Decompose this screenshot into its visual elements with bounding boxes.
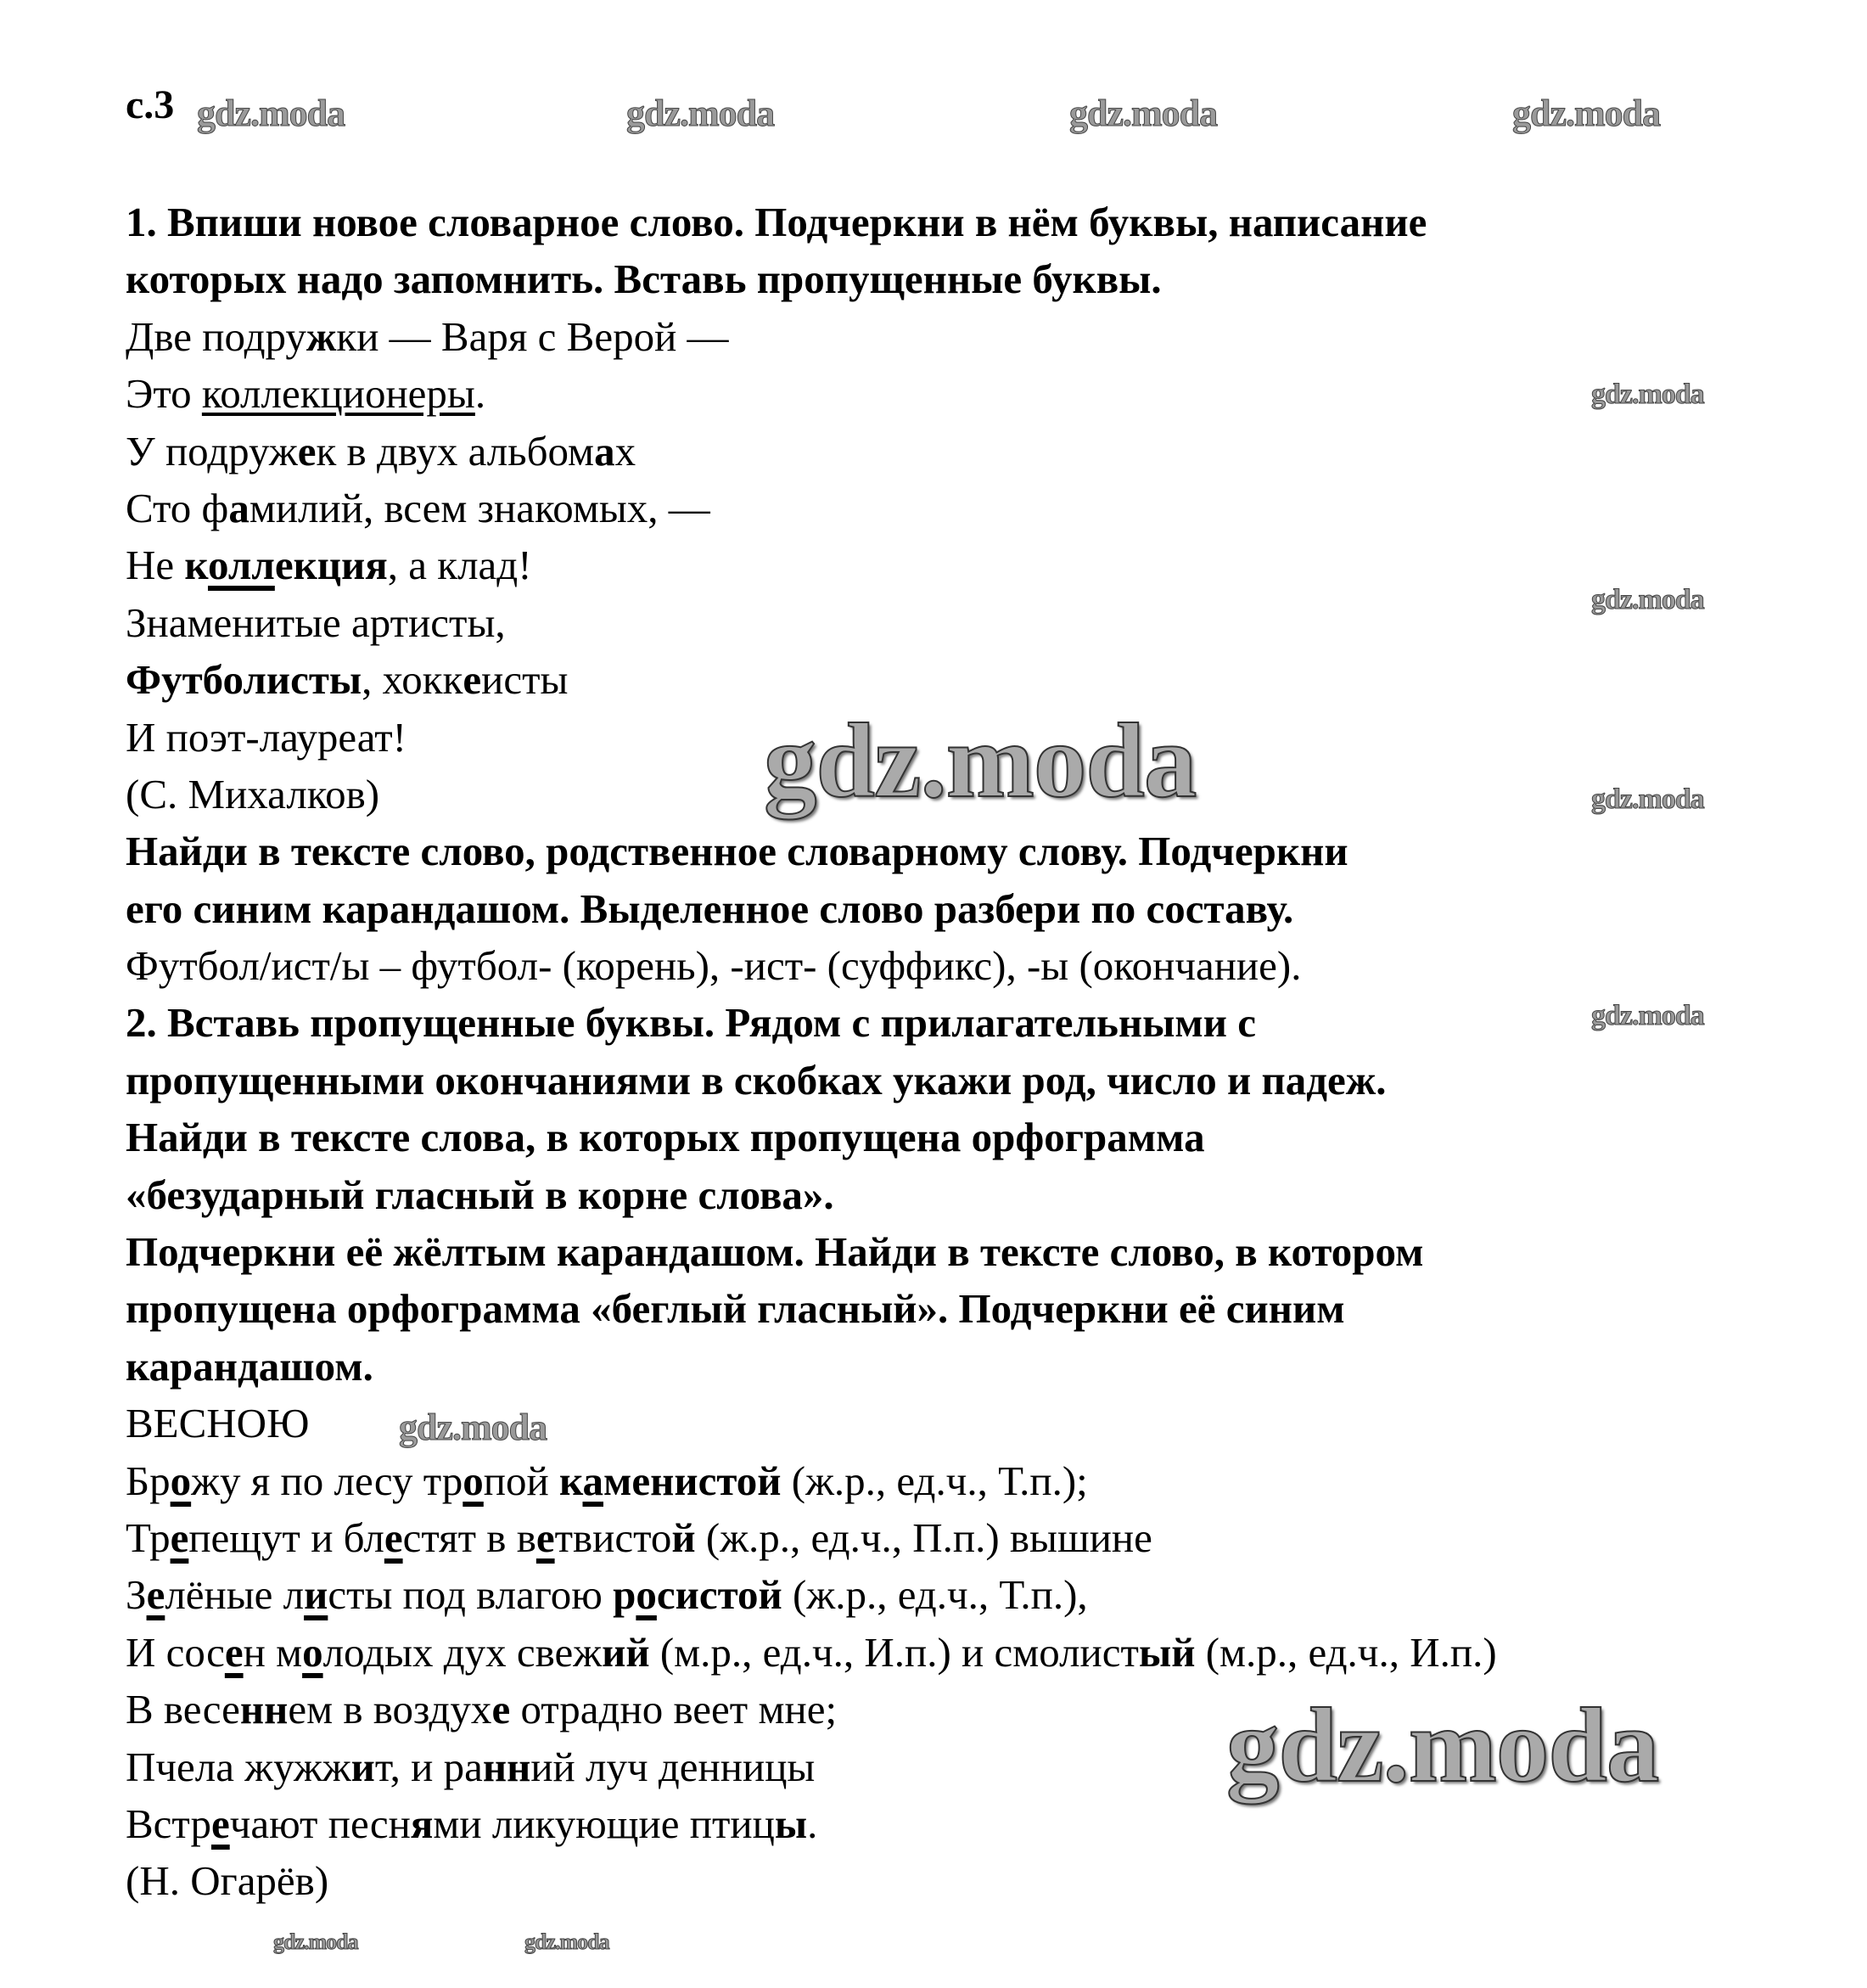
poem-line [126, 536, 1823, 593]
text-segment: чают песн [229, 1800, 411, 1847]
task-text-line [126, 1109, 1823, 1165]
text-segment: пещут и бл [188, 1513, 384, 1561]
text-segment: Две подру [126, 312, 306, 360]
bold-text: екция [274, 542, 388, 589]
text-segment: пой [483, 1457, 559, 1504]
poem-line [126, 365, 1823, 422]
bold-text: Футболисты [126, 656, 362, 704]
bold-text: Найди в тексте слово, родственное словарному слову. Подчеркни [126, 828, 1348, 875]
bold-text: 1. Впиши новое словарное слово. Подчеркни в нём буквы, написание [126, 199, 1427, 245]
task-text-line [126, 250, 1823, 307]
task-text-line [126, 1280, 1823, 1337]
text-segment: Это [126, 370, 202, 418]
watermark: gdz.moda [197, 93, 345, 134]
bold-text: 2. Вставь пропущенные буквы. Рядом с прилагательными с [126, 999, 1257, 1047]
text-segment: (м.р., ед.ч., И.п.) и смолист [649, 1628, 1139, 1676]
bold-text: «безударный гласный в корне слова». [126, 1171, 834, 1218]
underlined-text: о [170, 1457, 192, 1504]
watermark: gdz.moda [273, 1929, 358, 1954]
text-segment: ий луч денницы [530, 1743, 816, 1790]
text-segment: х [614, 427, 636, 475]
text-segment: И поэт-лауреат! [126, 713, 406, 761]
bold-text: й [671, 1513, 696, 1561]
watermark-large: gdz.moda [1226, 1688, 1659, 1805]
poem-line [126, 1452, 1823, 1509]
bold-text: нн [482, 1743, 531, 1790]
text-segment: н м [243, 1628, 303, 1676]
text-segment: милий, всем знакомых, — [249, 484, 710, 531]
bold-text: Найди в тексте слова, в которых пропущена орфограмма [126, 1114, 1205, 1161]
underlined-text: о [463, 1457, 484, 1504]
text-segment: лодых дух свеж [322, 1628, 603, 1676]
task-text-line [126, 194, 1823, 250]
underlined-text: о [636, 1571, 657, 1619]
document-body [126, 194, 1823, 1910]
text-segment: Тр [126, 1513, 171, 1561]
bold-text: р [613, 1571, 636, 1619]
text-segment: (Н. Огарёв) [126, 1857, 329, 1905]
text-segment: . [474, 370, 486, 418]
bold-text: а [228, 484, 249, 531]
underlined-text: а [582, 1457, 603, 1504]
task-text-line [126, 1052, 1823, 1109]
text-segment: (С. Михалков) [126, 770, 380, 817]
task-text-line [126, 1166, 1823, 1223]
text-segment: Сто ф [126, 484, 229, 531]
watermark: gdz.moda [1512, 93, 1661, 134]
watermark: gdz.moda [1591, 783, 1704, 815]
bold-text: к [559, 1457, 583, 1504]
task-text-line [126, 880, 1823, 937]
text-segment: отрадно веет мне; [510, 1686, 838, 1733]
bold-text: его синим карандашом. Выделенное слово разбери по составу. [126, 884, 1294, 932]
bold-text: к [184, 542, 208, 589]
text-segment: Встр [126, 1800, 211, 1847]
text-segment: Бр [126, 1457, 171, 1504]
underlined-text: е [535, 1513, 555, 1561]
text-segment: ми ликующие птиц [433, 1800, 775, 1847]
watermark: gdz.moda [1591, 584, 1704, 615]
text-segment: стят в в [402, 1513, 536, 1561]
text-segment: исты [481, 656, 569, 704]
poem-line [126, 1395, 1823, 1452]
bold-text: Подчеркни её жёлтым карандашом. Найди в тексте слово, в котором [126, 1228, 1424, 1276]
bold-text: ый [1138, 1628, 1196, 1676]
watermark: gdz.moda [626, 93, 775, 134]
text-segment: т, и ра [374, 1743, 483, 1790]
text-segment: твисто [554, 1513, 672, 1561]
text-segment: Знаменитые артисты, [126, 598, 506, 646]
task-text-line [126, 823, 1823, 879]
text-segment: , хокк [362, 656, 463, 704]
underlined-text: е [224, 1628, 244, 1676]
watermark: gdz.moda [1591, 379, 1704, 410]
poem-line [126, 1566, 1823, 1623]
poem-line [126, 651, 1823, 708]
task-text-line [126, 994, 1823, 1051]
underlined-text: е [146, 1571, 165, 1619]
underlined-text: олл [207, 542, 275, 589]
underlined-text: и [304, 1571, 328, 1619]
bold-text: ж [306, 312, 337, 360]
text-segment: (ж.р., ед.ч., Т.п.); [781, 1457, 1088, 1504]
text-segment: Футбол/ист/ы – футбол- (корень), -ист- (суффикс), -ы (окончание). [126, 942, 1302, 990]
bold-text: а [594, 427, 615, 475]
bold-text: которых надо запомнить. Вставь пропущенные буквы. [126, 256, 1162, 303]
bold-text: пропущенными окончаниями в скобках укажи род, число и падеж. [126, 1056, 1387, 1104]
task-text-line [126, 1223, 1823, 1280]
watermark: gdz.moda [524, 1929, 609, 1954]
text-segment: к в двух альбом [316, 427, 595, 475]
poem-line [126, 1624, 1823, 1681]
underlined-text: е [384, 1513, 403, 1561]
bold-text: менистой [603, 1457, 782, 1504]
poem-line [126, 480, 1823, 536]
bold-text: и [350, 1743, 375, 1790]
text-segment: ВЕСНОЮ [126, 1400, 310, 1447]
underlined-text: о [302, 1628, 323, 1676]
text-segment: У подруж [126, 427, 298, 475]
text-segment: (ж.р., ед.ч., П.п.) вышине [695, 1513, 1152, 1561]
text-segment: Не [126, 542, 185, 589]
bold-text: е [297, 427, 317, 475]
bold-text: е [491, 1686, 511, 1733]
underlined-text: коллекционеры [201, 370, 475, 418]
text-segment: (м.р., ед.ч., И.п.) [1195, 1628, 1497, 1676]
watermark-large: gdz.moda [764, 703, 1197, 820]
text-segment: , а клад! [387, 542, 532, 589]
text-segment: ем в воздух [288, 1686, 492, 1733]
bold-text: ы [774, 1800, 808, 1847]
text-segment: лёные л [165, 1571, 305, 1619]
answer-line [126, 937, 1823, 994]
bold-text: е [463, 656, 482, 704]
bold-text: карандашом. [126, 1342, 373, 1390]
underlined-text: е [210, 1800, 230, 1847]
watermark: gdz.moda [1069, 93, 1218, 134]
poem-line [126, 308, 1823, 365]
text-segment: ки — Варя с Верой — [336, 312, 729, 360]
poem-line [126, 1509, 1823, 1566]
page-number: с.3 [126, 82, 175, 127]
bold-text: ий [602, 1628, 650, 1676]
poem-line [126, 1852, 1823, 1909]
text-segment: . [807, 1800, 818, 1847]
task-text-line [126, 1338, 1823, 1395]
text-segment: В весе [126, 1686, 240, 1733]
poem-line [126, 594, 1823, 651]
watermark: gdz.moda [399, 1407, 547, 1448]
text-segment: И сос [126, 1628, 225, 1676]
bold-text: нн [239, 1686, 289, 1733]
text-segment: З [126, 1571, 147, 1619]
bold-text: я [410, 1800, 434, 1847]
poem-line [126, 423, 1823, 480]
text-segment: жу я по лесу тр [191, 1457, 463, 1504]
watermark: gdz.moda [1591, 1000, 1704, 1031]
text-segment: сты под влагою [328, 1571, 614, 1619]
bold-text: пропущена орфограмма «беглый гласный». Подчеркни её синим [126, 1285, 1345, 1333]
bold-text: систой [656, 1571, 782, 1619]
text-segment: (ж.р., ед.ч., Т.п.), [782, 1571, 1088, 1619]
text-segment: Пчела жужж [126, 1743, 351, 1790]
underlined-text: е [170, 1513, 189, 1561]
